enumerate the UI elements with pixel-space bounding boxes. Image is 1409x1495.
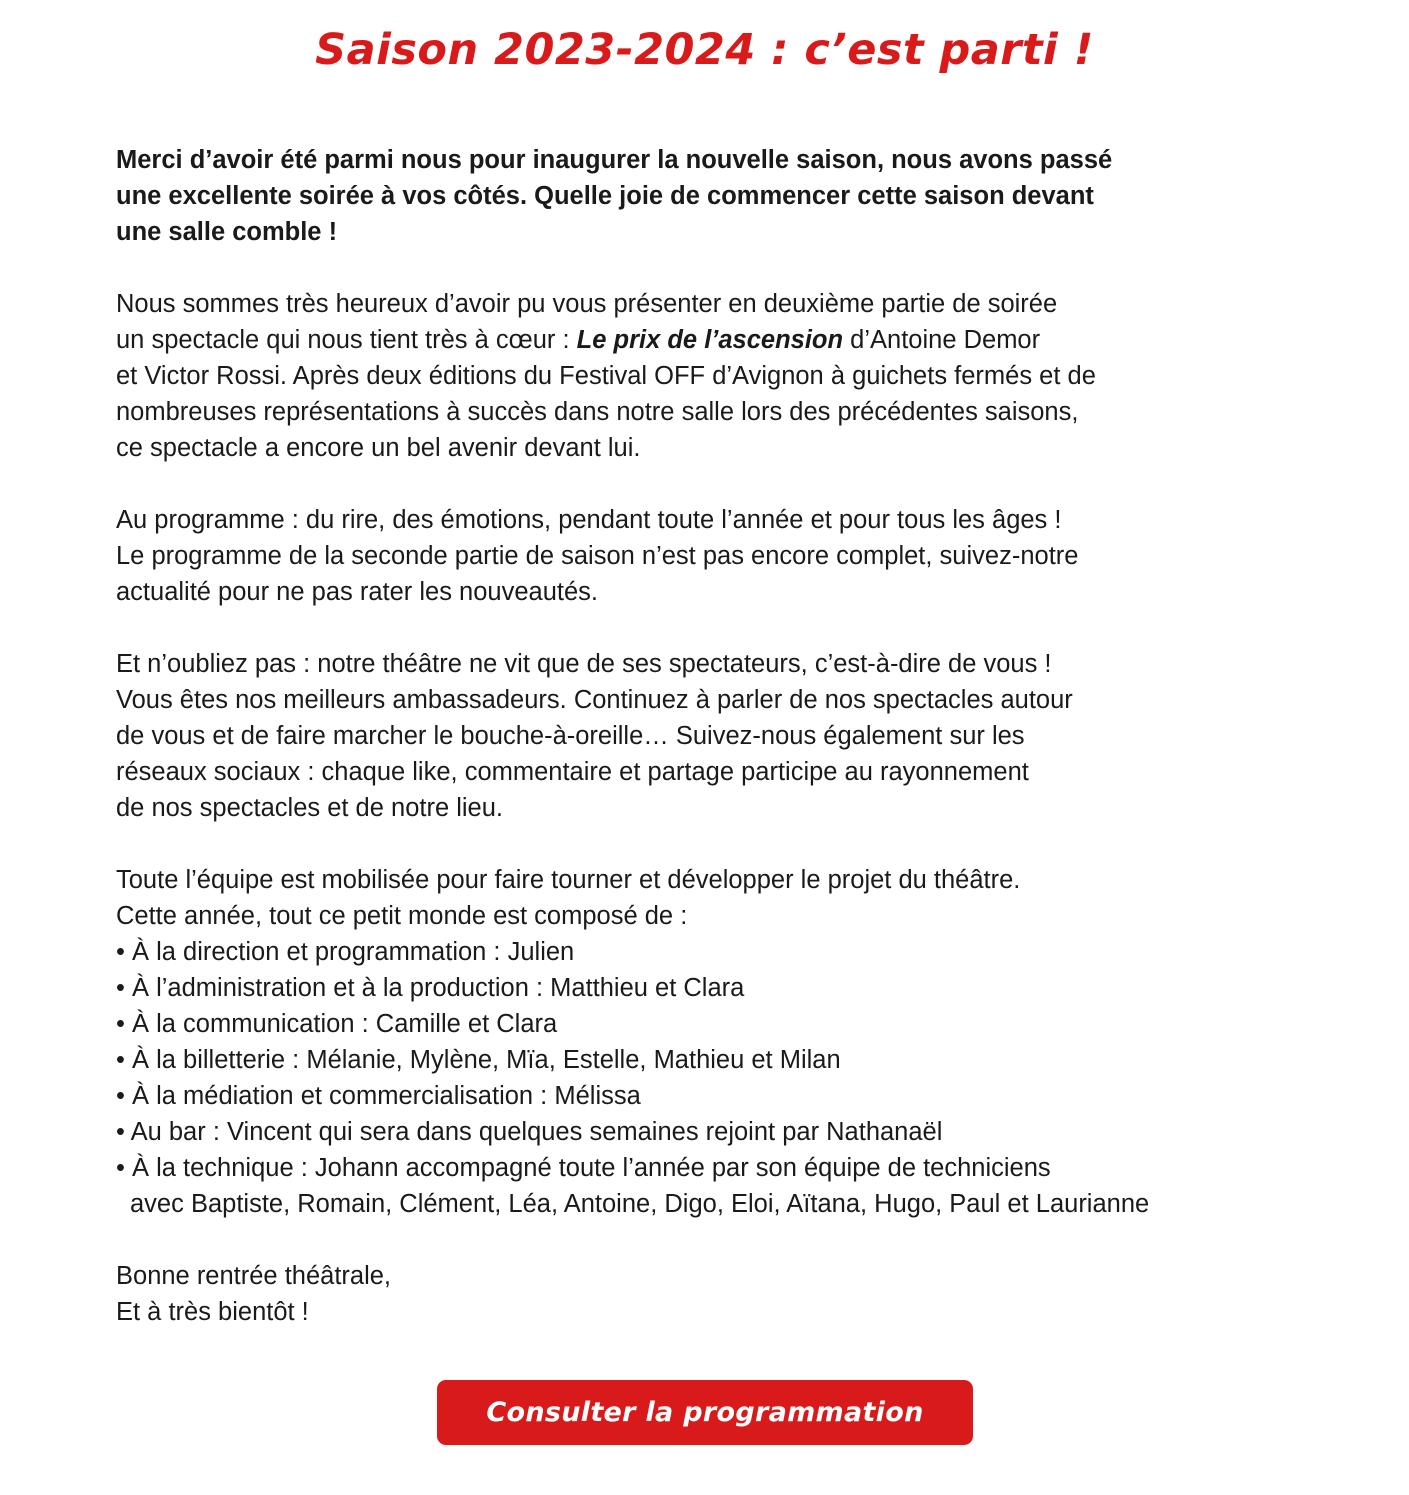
closing-line: Bonne rentrée théâtrale,	[116, 1262, 392, 1290]
team-list-item: • À l’administration et à la production : Matthieu et Clara	[116, 974, 745, 1002]
programme-paragraph	[116, 502, 1316, 610]
intro-line: Merci d’avoir été parmi nous pour inaugurer la nouvelle saison, nous avons passé	[116, 146, 1113, 174]
audience-line: de vous et de faire marcher le bouche-à-oreille… Suivez-nous également sur les	[116, 722, 1025, 750]
show-line-text: un spectacle qui nous tient très à cœur :	[116, 326, 577, 354]
closing-paragraph	[116, 1258, 1316, 1330]
consult-programme-button[interactable]: Consulter la programmation	[437, 1380, 973, 1445]
show-authors: d’Antoine Demor	[843, 326, 1041, 354]
team-paragraph	[116, 862, 1316, 1222]
newsletter-body	[116, 142, 1316, 1366]
team-line: Toute l’équipe est mobilisée pour faire tourner et développer le projet du théâtre.	[116, 866, 1021, 894]
intro-paragraph	[116, 142, 1316, 250]
team-list-item: • Au bar : Vincent qui sera dans quelques semaines rejoint par Nathanaël	[116, 1118, 943, 1146]
team-list-item-text: • À la technique : Johann accompagné toute l’année par son équipe de techniciens	[116, 1154, 1051, 1182]
audience-line: Vous êtes nos meilleurs ambassadeurs. Continuez à parler de nos spectacles autour	[116, 686, 1073, 714]
show-line: nombreuses représentations à succès dans notre salle lors des précédentes saisons,	[116, 398, 1079, 426]
team-list-item: • À la médiation et commercialisation : Mélissa	[116, 1082, 641, 1110]
closing-line: Et à très bientôt !	[116, 1298, 309, 1326]
page-title: Saison 2023-2024 : c’est parti !	[315, 25, 1094, 75]
show-title: Le prix de l’ascension	[576, 326, 844, 354]
programme-line: actualité pour ne pas rater les nouveautés.	[116, 578, 598, 606]
team-list-item	[116, 1150, 1316, 1222]
intro-line: une excellente soirée à vos côtés. Quelle joie de commencer cette saison devant	[116, 182, 1094, 210]
programme-line: Au programme : du rire, des émotions, pendant toute l’année et pour tous les âges !	[116, 506, 1062, 534]
show-line: et Victor Rossi. Après deux éditions du Festival OFF d’Avignon à guichets fermés et de	[116, 362, 1096, 390]
team-line: Cette année, tout ce petit monde est composé de :	[116, 902, 688, 930]
show-line: Nous sommes très heureux d’avoir pu vous présenter en deuxième partie de soirée	[116, 290, 1058, 318]
audience-paragraph	[116, 646, 1316, 826]
audience-line: de nos spectacles et de notre lieu.	[116, 794, 503, 822]
team-list-item: • À la direction et programmation : Julien	[116, 938, 575, 966]
intro-line: une salle comble !	[116, 218, 338, 246]
team-list-item: • À la billetterie : Mélanie, Mylène, Mïa, Estelle, Mathieu et Milan	[116, 1046, 841, 1074]
team-list-item-continuation: avec Baptiste, Romain, Clément, Léa, Antoine, Digo, Eloi, Aïtana, Hugo, Paul et Laurianne	[130, 1190, 1150, 1218]
audience-line: Et n’oubliez pas : notre théâtre ne vit que de ses spectateurs, c’est-à-dire de vous !	[116, 650, 1052, 678]
show-line: ce spectacle a encore un bel avenir devant lui.	[116, 434, 641, 462]
show-line	[116, 322, 1316, 358]
audience-line: réseaux sociaux : chaque like, commentaire et partage participe au rayonnement	[116, 758, 1029, 786]
team-list-item: • À la communication : Camille et Clara	[116, 1010, 558, 1038]
team-list	[116, 934, 1316, 1222]
show-paragraph	[116, 286, 1316, 466]
programme-line: Le programme de la seconde partie de saison n’est pas encore complet, suivez-notre	[116, 542, 1079, 570]
